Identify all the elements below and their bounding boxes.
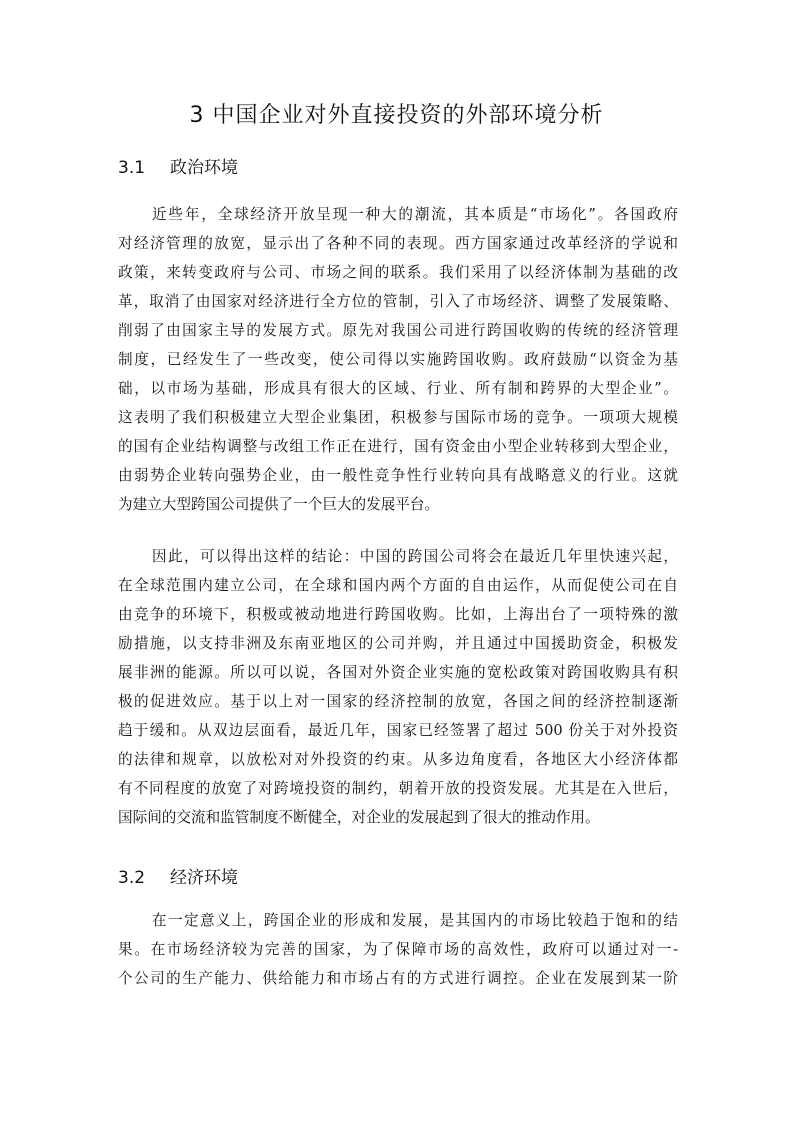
text-line: 国际间的交流和监管制度不断健全，对企业的发展起到了很大的推动作用。 <box>118 809 600 826</box>
text-line: 展非洲的能源。所以可以说，各国对外资企业实施的宽松政策对跨国收购具有积 <box>118 664 678 681</box>
text-line: 制度，已经发生了一些改变，使公司得以实施跨国收购。政府鼓励“以资金为基 <box>118 351 678 368</box>
text-line: 的法律和规章，以放松对对外投资的约束。从多边角度看，各地区大小经济体都 <box>118 751 678 768</box>
text-line: 因此，可以得出这样的结论：中国的跨国公司将会在最近几年里快速兴起， <box>152 548 678 565</box>
section-number: 3.2 <box>118 868 146 888</box>
text-line: 有不同程度的放宽了对跨境投资的制约，朝着开放的投资发展。尤其是在入世后， <box>118 780 678 797</box>
paragraph-political-2 <box>118 542 678 832</box>
text-line: 在全球范围内建立公司，在全球和国内两个方面的自由运作，从而促使公司在自 <box>118 577 678 594</box>
text-line: 对经济管理的放宽，显示出了各种不同的表现。西方国家通过改革经济的学说和 <box>118 235 678 252</box>
section-heading-3-2 <box>118 866 238 890</box>
text-line: 由弱势企业转向强势企业，由一般性竞争性行业转向具有战略意义的行业。这就 <box>118 467 678 484</box>
section-number: 3.1 <box>118 158 146 178</box>
text-line: 的国有企业结构调整与改组工作正在进行，国有资金由小型企业转移到大型企业， <box>118 438 678 455</box>
text-line: 削弱了由国家主导的发展方式。原先对我国公司进行跨国收购的传统的经济管理 <box>118 322 678 339</box>
text-line: 近些年，全球经济开放呈现一种大的潮流，其本质是“市场化”。各国政府 <box>152 206 678 223</box>
text-line: 果。在市场经济较为完善的国家，为了保障市场的高效性，政府可以通过对一- <box>118 941 678 958</box>
section-title: 政治环境 <box>170 158 238 178</box>
paragraph-economic-1 <box>118 906 678 993</box>
paragraph-political-1 <box>118 200 678 519</box>
text-line: 为建立大型跨国公司提供了一个巨大的发展平台。 <box>118 496 440 513</box>
section-title: 经济环境 <box>170 868 238 888</box>
text-line: 励措施，以支持非洲及东南亚地区的公司并购，并且通过中国援助资金，积极发 <box>118 635 678 652</box>
text-line: 由竞争的环境下，积极或被动地进行跨国收购。比如，上海出台了一项特殊的激 <box>118 606 678 623</box>
section-heading-3-1 <box>118 156 238 180</box>
text-line: 这表明了我们积极建立大型企业集团，积极参与国际市场的竞争。一项项大规模 <box>118 409 678 426</box>
text-line: 革，取消了由国家对经济进行全方位的管制，引入了市场经济、调整了发展策略、 <box>118 293 678 310</box>
text-line: 个公司的生产能力、供给能力和市场占有的方式进行调控。企业在发展到某一阶 <box>118 970 678 987</box>
text-line: 极的促进效应。基于以上对一国家的经济控制的放宽，各国之间的经济控制逐渐 <box>118 693 678 710</box>
text-line: 趋于缓和。从双边层面看，最近几年，国家已经签署了超过 500 份关于对外投资 <box>118 722 678 739</box>
text-line: 础，以市场为基础，形成具有很大的区域、行业、所有制和跨界的大型企业”。 <box>118 380 678 397</box>
chapter-title: 3 中国企业对外直接投资的外部环境分析 <box>189 103 604 128</box>
text-line: 在一定意义上，跨国企业的形成和发展，是其国内的市场比较趋于饱和的结 <box>152 912 678 929</box>
text-line: 政策，来转变政府与公司、市场之间的联系。我们采用了以经济体制为基础的改 <box>118 264 678 281</box>
